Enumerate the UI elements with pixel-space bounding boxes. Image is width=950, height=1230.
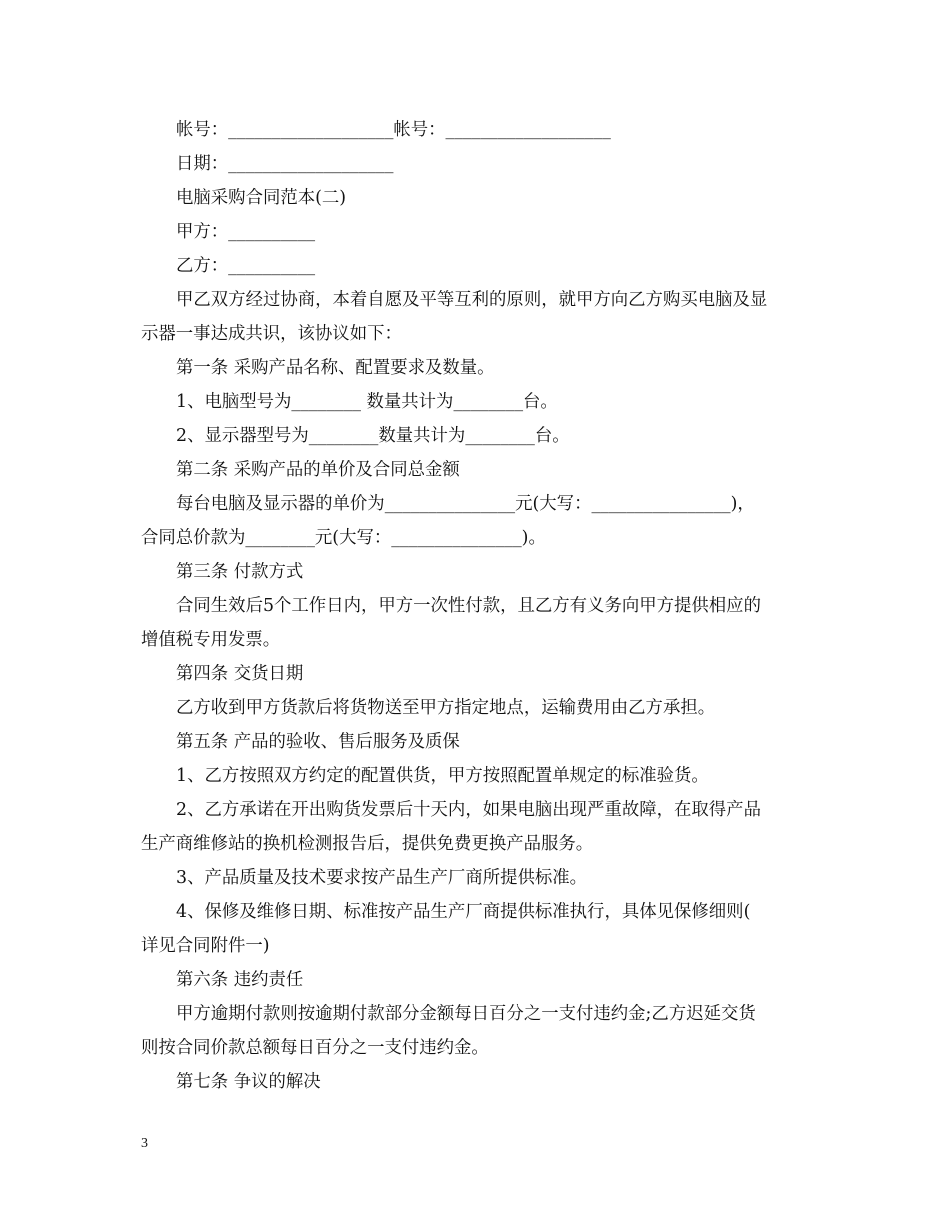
article-heading: 第四条 交货日期 [176,664,304,684]
intro-paragraph-line: 甲乙双方经过协商，本着自愿及平等互利的原则，就甲方向乙方购买电脑及显 [176,290,768,310]
account-line: 帐号：___________________帐号：___________________ [176,120,611,140]
clause-line: 生产商维修站的换机检测报告后，提供免费更换产品服务。 [141,834,594,854]
article-heading: 第三条 付款方式 [176,562,304,582]
clause-line: 增值税专用发票。 [141,630,281,650]
clause-line: 1、电脑型号为________ 数量共计为________台。 [176,392,558,412]
clause-line: 每台电脑及显示器的单价为_______________元(大写：________________)， [176,494,755,514]
clause-line: 甲方逾期付款则按逾期付款部分金额每日百分之一支付违约金;乙方迟延交货 [176,1004,756,1024]
party-a-line: 甲方：__________ [176,222,316,242]
clause-line: 4、保修及维修日期、标准按产品生产厂商提供标准执行，具体见保修细则( [176,902,751,922]
article-heading: 第五条 产品的验收、售后服务及质保 [176,732,460,752]
clause-line: 详见合同附件一) [141,936,270,956]
intro-paragraph-line: 示器一事达成共识，该协议如下： [141,324,402,344]
contract-title: 电脑采购合同范本(二) [176,188,347,208]
article-heading: 第六条 违约责任 [176,970,304,990]
clause-line: 乙方收到甲方货款后将货物送至甲方指定地点，运输费用由乙方承担。 [176,698,716,718]
clause-line: 则按合同价款总额每日百分之一支付违约金。 [141,1038,489,1058]
party-b-line: 乙方：__________ [176,256,316,276]
article-heading: 第二条 采购产品的单价及合同总金额 [176,460,460,480]
clause-line: 合同总价款为________元(大写：_______________)。 [141,528,546,548]
clause-line: 合同生效后5个工作日内，甲方一次性付款，且乙方有义务向甲方提供相应的 [176,596,761,616]
clause-line: 3、产品质量及技术要求按产品生产厂商所提供标准。 [176,868,588,888]
clause-line: 1、乙方按照双方约定的配置供货，甲方按照配置单规定的标准验货。 [176,766,709,786]
date-line: 日期：___________________ [176,154,394,174]
article-heading: 第一条 采购产品名称、配置要求及数量。 [176,358,495,378]
page-number: 3 [141,1136,148,1151]
clause-line: 2、显示器型号为________数量共计为________台。 [176,426,570,446]
article-heading: 第七条 争议的解决 [176,1072,321,1092]
clause-line: 2、乙方承诺在开出购货发票后十天内，如果电脑出现严重故障，在取得产品 [176,800,761,820]
